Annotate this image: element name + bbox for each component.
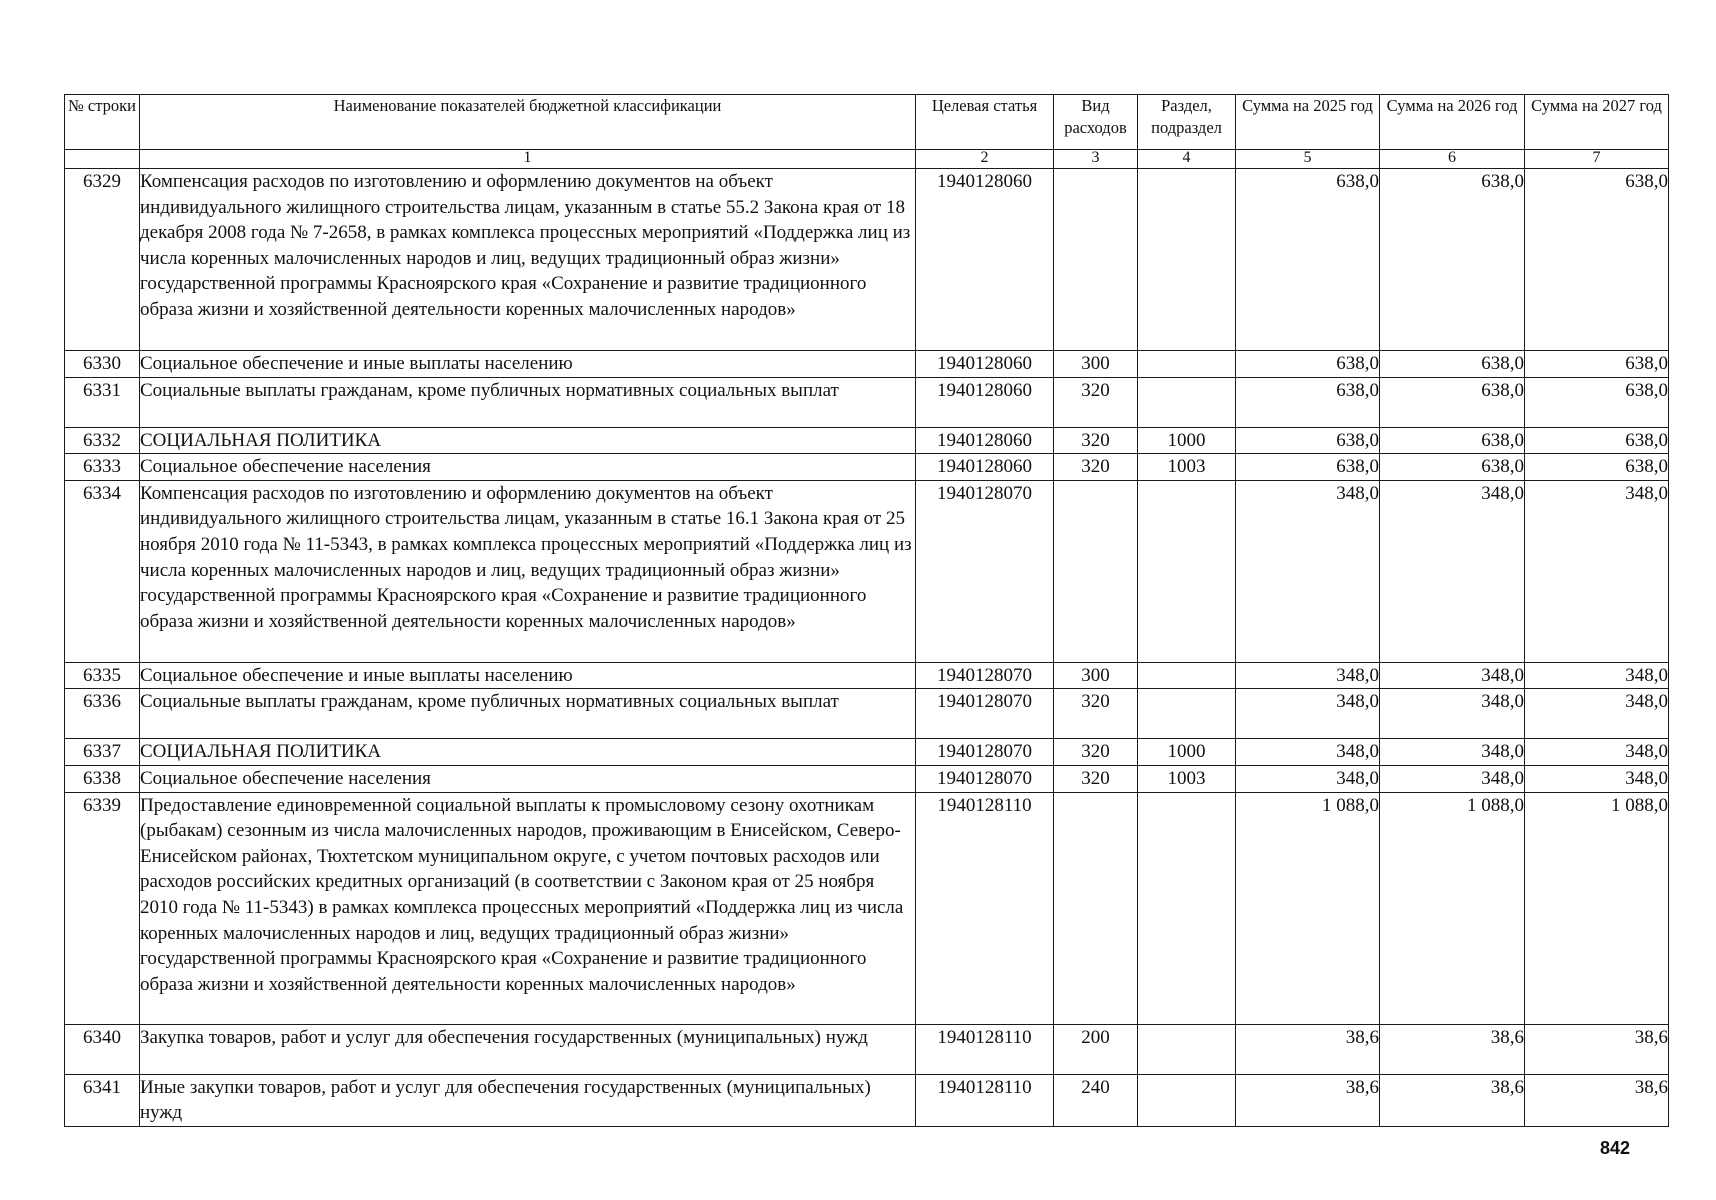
table-row [65,662,1669,689]
header-target-article: Целевая статья [916,95,1054,150]
sum-2026: 348,0 [1380,480,1525,662]
sum-2025: 638,0 [1236,454,1380,481]
table-row [65,351,1669,378]
row-name: СОЦИАЛЬНАЯ ПОЛИТИКА [140,427,916,454]
header-row-num: № строки [65,95,140,150]
table-row [65,689,1669,739]
expense-type: 320 [1054,454,1138,481]
sum-2027: 38,6 [1525,1074,1669,1126]
header-name: Наименование показателей бюджетной классификации [140,95,916,150]
expense-type: 200 [1054,1024,1138,1074]
sum-2027: 1 088,0 [1525,792,1669,1024]
section [1138,377,1236,427]
table-row [65,739,1669,766]
expense-type: 320 [1054,689,1138,739]
target-article: 1940128070 [916,662,1054,689]
section: 1000 [1138,739,1236,766]
section: 1000 [1138,427,1236,454]
expense-type: 300 [1054,351,1138,378]
sum-2025: 638,0 [1236,377,1380,427]
budget-table [64,94,1669,1127]
sum-2025: 348,0 [1236,765,1380,792]
section [1138,689,1236,739]
column-number: 5 [1236,150,1380,169]
target-article: 1940128060 [916,427,1054,454]
sum-2025: 38,6 [1236,1024,1380,1074]
row-name: Социальные выплаты гражданам, кроме публичных нормативных социальных выплат [140,377,916,427]
sum-2025: 38,6 [1236,1074,1380,1126]
sum-2026: 638,0 [1380,454,1525,481]
row-number: 6337 [65,739,140,766]
row-name: Закупка товаров, работ и услуг для обеспечения государственных (муниципальных) нужд [140,1024,916,1074]
sum-2025: 638,0 [1236,351,1380,378]
row-name: Иные закупки товаров, работ и услуг для обеспечения государственных (муниципальных) нужд [140,1074,916,1126]
row-name: Предоставление единовременной социальной выплаты к промысловому сезону охотникам (рыбакам) сезонным из числа малочисленных народов, проживающим в Енисейском, Северо-Енисейском районах, Тюхтетском муниципальном округе, с учетом почтовых расходов или расходов российских кредитных организаций (в соответствии с Законом края от 25 ноября 2010 года № 11-5343) в рамках комплекса процессных мероприятий «Поддержка лиц из числа коренных малочисленных народов и лиц, ведущих традиционный образ жизни» государственной программы Красноярского края «Сохранение и развитие традиционного образа жизни и хозяйственной деятельности коренных малочисленных народов» [140,792,916,1024]
row-name: Социальное обеспечение населения [140,765,916,792]
expense-type [1054,792,1138,1024]
sum-2026: 1 088,0 [1380,792,1525,1024]
sum-2026: 348,0 [1380,765,1525,792]
row-number: 6339 [65,792,140,1024]
sum-2027: 348,0 [1525,662,1669,689]
sum-2027: 638,0 [1525,454,1669,481]
section [1138,1074,1236,1126]
table-row [65,480,1669,662]
sum-2025: 348,0 [1236,739,1380,766]
sum-2026: 38,6 [1380,1074,1525,1126]
sum-2025: 638,0 [1236,427,1380,454]
target-article: 1940128070 [916,765,1054,792]
sum-2025: 348,0 [1236,662,1380,689]
target-article: 1940128060 [916,351,1054,378]
target-article: 1940128060 [916,454,1054,481]
row-name: Социальное обеспечение и иные выплаты населению [140,662,916,689]
target-article: 1940128070 [916,739,1054,766]
row-number: 6331 [65,377,140,427]
target-article: 1940128110 [916,1024,1054,1074]
table-row [65,377,1669,427]
sum-2027: 638,0 [1525,377,1669,427]
sum-2027: 348,0 [1525,765,1669,792]
target-article: 1940128070 [916,689,1054,739]
target-article: 1940128060 [916,377,1054,427]
section [1138,169,1236,351]
sum-2027: 348,0 [1525,739,1669,766]
row-number: 6334 [65,480,140,662]
table-row [65,792,1669,1024]
column-number: 6 [1380,150,1525,169]
target-article: 1940128060 [916,169,1054,351]
row-name: Социальные выплаты гражданам, кроме публичных нормативных социальных выплат [140,689,916,739]
sum-2027: 638,0 [1525,169,1669,351]
header-sum-2025: Сумма на 2025 год [1236,95,1380,150]
row-name: Компенсация расходов по изготовлению и оформлению документов на объект индивидуального жилищного строительства лицам, указанным в статье 55.2 Закона края от 18 декабря 2008 года № 7-2658, в рамках комплекса процессных мероприятий «Поддержка лиц из числа коренных малочисленных народов и лиц, ведущих традиционный образ жизни» государственной программы Красноярского края «Сохранение и развитие традиционного образа жизни и хозяйственной деятельности коренных малочисленных народов» [140,169,916,351]
sum-2026: 348,0 [1380,689,1525,739]
table-row [65,454,1669,481]
expense-type: 240 [1054,1074,1138,1126]
sum-2026: 348,0 [1380,739,1525,766]
column-number: 4 [1138,150,1236,169]
row-number: 6333 [65,454,140,481]
sum-2026: 38,6 [1380,1024,1525,1074]
column-number [65,150,140,169]
column-number-row [65,150,1669,169]
section [1138,1024,1236,1074]
sum-2026: 638,0 [1380,377,1525,427]
row-name: Социальное обеспечение населения [140,454,916,481]
target-article: 1940128110 [916,1074,1054,1126]
sum-2027: 38,6 [1525,1024,1669,1074]
column-number: 3 [1054,150,1138,169]
sum-2027: 348,0 [1525,689,1669,739]
table-row [65,1074,1669,1126]
row-number: 6336 [65,689,140,739]
expense-type: 320 [1054,739,1138,766]
expense-type: 320 [1054,427,1138,454]
column-number: 2 [916,150,1054,169]
sum-2025: 638,0 [1236,169,1380,351]
row-number: 6338 [65,765,140,792]
sum-2026: 638,0 [1380,427,1525,454]
table-row [65,765,1669,792]
section [1138,351,1236,378]
table-row [65,169,1669,351]
sum-2026: 638,0 [1380,169,1525,351]
sum-2027: 638,0 [1525,351,1669,378]
row-name: Компенсация расходов по изготовлению и оформлению документов на объект индивидуального жилищного строительства лицам, указанным в статье 16.1 Закона края от 25 ноября 2010 года № 11-5343, в рамках комплекса процессных мероприятий «Поддержка лиц из числа коренных малочисленных народов и лиц, ведущих традиционный образ жизни» государственной программы Красноярского края «Сохранение и развитие традиционного образа жизни и хозяйственной деятельности коренных малочисленных народов» [140,480,916,662]
row-name: Социальное обеспечение и иные выплаты населению [140,351,916,378]
row-number: 6335 [65,662,140,689]
target-article: 1940128070 [916,480,1054,662]
sum-2027: 638,0 [1525,427,1669,454]
row-number: 6332 [65,427,140,454]
section [1138,662,1236,689]
page-number: 842 [1599,1138,1630,1158]
sum-2025: 348,0 [1236,689,1380,739]
expense-type: 320 [1054,377,1138,427]
expense-type: 320 [1054,765,1138,792]
column-number: 7 [1525,150,1669,169]
section: 1003 [1138,454,1236,481]
section [1138,480,1236,662]
header-sum-2027: Сумма на 2027 год [1525,95,1669,150]
row-number: 6330 [65,351,140,378]
budget-sheet [64,94,1668,1127]
row-number: 6341 [65,1074,140,1126]
sum-2025: 348,0 [1236,480,1380,662]
section [1138,792,1236,1024]
sum-2026: 348,0 [1380,662,1525,689]
header-section: Раздел, подраздел [1138,95,1236,150]
target-article: 1940128110 [916,792,1054,1024]
header-row [65,95,1669,150]
header-sum-2026: Сумма на 2026 год [1380,95,1525,150]
row-name: СОЦИАЛЬНАЯ ПОЛИТИКА [140,739,916,766]
row-number: 6340 [65,1024,140,1074]
section: 1003 [1138,765,1236,792]
expense-type [1054,480,1138,662]
sum-2025: 1 088,0 [1236,792,1380,1024]
row-number: 6329 [65,169,140,351]
table-row [65,427,1669,454]
column-number: 1 [140,150,916,169]
expense-type: 300 [1054,662,1138,689]
table-row [65,1024,1669,1074]
sum-2027: 348,0 [1525,480,1669,662]
expense-type [1054,169,1138,351]
header-expense-type: Вид расходов [1054,95,1138,150]
sum-2026: 638,0 [1380,351,1525,378]
